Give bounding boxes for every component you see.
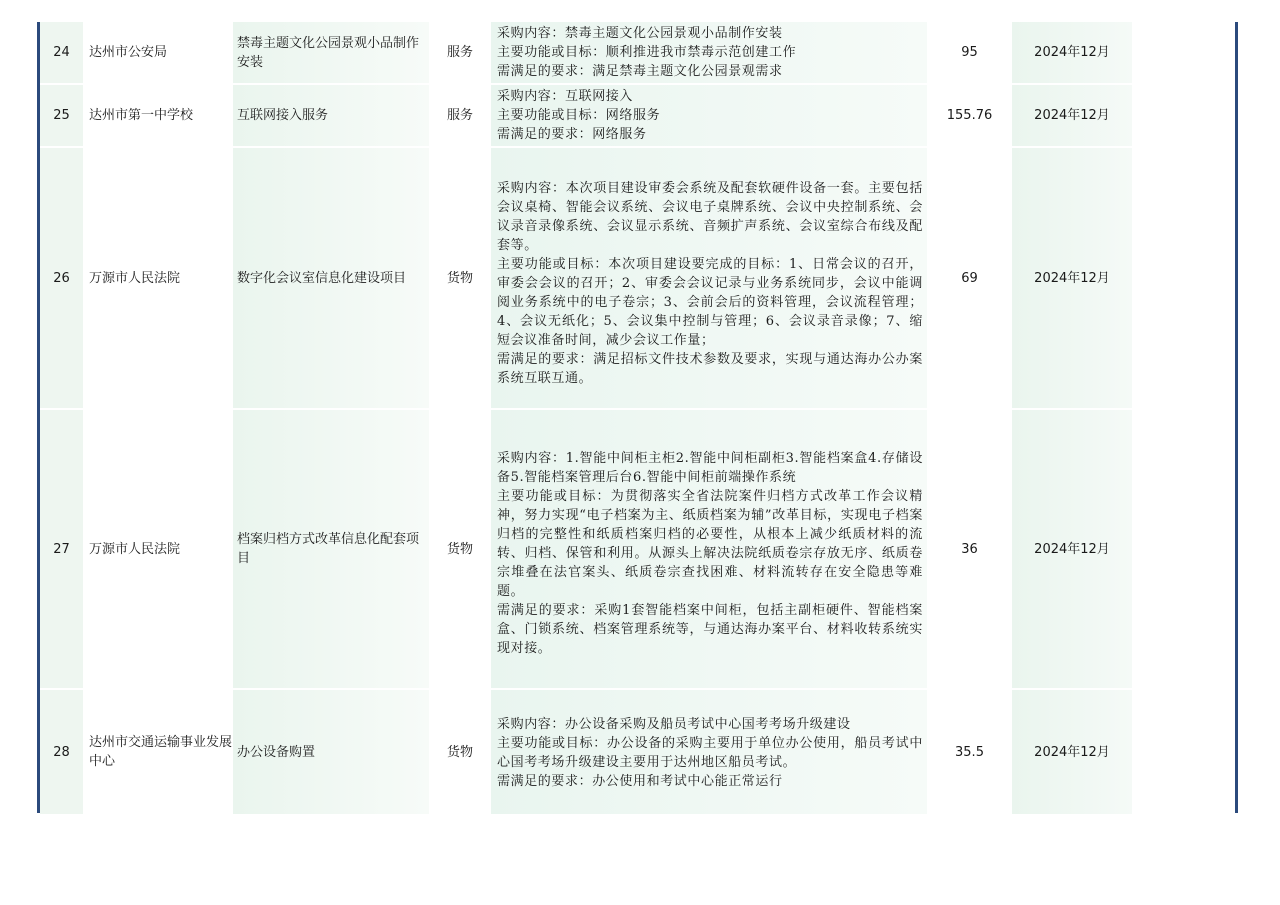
requirements-cell <box>491 689 927 814</box>
function-goal: 主要功能或目标：本次项目建设要完成的目标：1、日常会议的召开，审委会会议的召开；2、审委会会议记录与业务系统同步，会议中能调阅业务系统中的电子卷宗；3、会前会后的资料管理，会议流程管理；4、会议无纸化；5、会议集中控制与管理；6、会议录音录像；7、缩短会议准备时间，减少会议工作量； <box>497 256 923 348</box>
function-goal: 主要功能或目标：为贯彻落实全省法院案件归档方式改革工作会议精神，努力实现“电子档案为主、纸质档案为辅”改革目标，实现电子档案归档的完整性和纸质档案归档的必要性，从根本上减少纸质材料的流转、归档、保管和利用。从源头上解决法院纸质卷宗存放无序、纸质卷宗堆叠在法官案头、纸质卷宗查找困难、材料流转存在安全隐患等难题。 <box>497 488 923 599</box>
table-row <box>40 409 1235 689</box>
project-name: 禁毒主题文化公园景观小品制作安装 <box>233 22 429 84</box>
procurement-type: 服务 <box>429 22 491 84</box>
table-row <box>40 22 1235 84</box>
procurement-content: 采购内容：本次项目建设审委会系统及配套软硬件设备一套。主要包括会议桌椅、智能会议系统、会议电子桌牌系统、会议中央控制系统、会议录音录像系统、会议显示系统、音频扩声系统、会议室综合布线及配套等。 <box>497 180 923 253</box>
purchasing-unit: 万源市人民法院 <box>83 147 233 409</box>
requirements: 需满足的要求：网络服务 <box>497 127 647 142</box>
table-row <box>40 147 1235 409</box>
planned-date: 2024年12月 <box>1012 689 1132 814</box>
procurement-content: 采购内容：互联网接入 <box>497 89 634 104</box>
function-goal: 主要功能或目标：网络服务 <box>497 108 661 123</box>
remarks-cell <box>1132 409 1235 689</box>
remarks-cell <box>1132 84 1235 147</box>
purchasing-unit: 达州市第一中学校 <box>83 84 233 147</box>
requirements-cell <box>491 409 927 689</box>
purchasing-unit: 万源市人民法院 <box>83 409 233 689</box>
procurement-content: 采购内容：禁毒主题文化公园景观小品制作安装 <box>497 26 783 41</box>
row-index: 26 <box>40 147 83 409</box>
planned-date: 2024年12月 <box>1012 22 1132 84</box>
remarks-cell <box>1132 147 1235 409</box>
procurement-type: 服务 <box>429 84 491 147</box>
remarks-cell <box>1132 22 1235 84</box>
budget-amount: 95 <box>927 22 1012 84</box>
project-name: 互联网接入服务 <box>233 84 429 147</box>
budget-amount: 155.76 <box>927 84 1012 147</box>
table-row <box>40 689 1235 814</box>
procurement-type: 货物 <box>429 689 491 814</box>
project-name: 档案归档方式改革信息化配套项目 <box>233 409 429 689</box>
row-index: 27 <box>40 409 83 689</box>
requirements-cell <box>491 22 927 84</box>
right-border-rule <box>1235 22 1238 813</box>
procurement-content: 采购内容：1.智能中间柜主柜2.智能中间柜副柜3.智能档案盒4.存储设备5.智能档案管理后台6.智能中间柜前端操作系统 <box>497 450 923 485</box>
procurement-type: 货物 <box>429 409 491 689</box>
requirements-cell <box>491 147 927 409</box>
table-row <box>40 84 1235 147</box>
planned-date: 2024年12月 <box>1012 409 1132 689</box>
requirements: 需满足的要求：满足禁毒主题文化公园景观需求 <box>497 64 783 79</box>
function-goal: 主要功能或目标：顺利推进我市禁毒示范创建工作 <box>497 45 797 60</box>
budget-amount: 35.5 <box>927 689 1012 814</box>
planned-date: 2024年12月 <box>1012 84 1132 147</box>
procurement-table <box>40 22 1235 814</box>
requirements-cell <box>491 84 927 147</box>
procurement-type: 货物 <box>429 147 491 409</box>
requirements: 需满足的要求：办公使用和考试中心能正常运行 <box>497 774 783 789</box>
row-index: 24 <box>40 22 83 84</box>
purchasing-unit: 达州市公安局 <box>83 22 233 84</box>
purchasing-unit: 达州市交通运输事业发展中心 <box>83 689 233 814</box>
planned-date: 2024年12月 <box>1012 147 1132 409</box>
procurement-content: 采购内容：办公设备采购及船员考试中心国考考场升级建设 <box>497 717 851 732</box>
project-name: 数字化会议室信息化建设项目 <box>233 147 429 409</box>
budget-amount: 69 <box>927 147 1012 409</box>
requirements: 需满足的要求：采购1套智能档案中间柜，包括主副柜硬件、智能档案盒、门锁系统、档案管理系统等，与通达海办案平台、材料收转系统实现对接。 <box>497 602 923 656</box>
row-index: 28 <box>40 689 83 814</box>
row-index: 25 <box>40 84 83 147</box>
requirements: 需满足的要求：满足招标文件技术参数及要求，实现与通达海办公办案系统互联互通。 <box>497 351 923 386</box>
remarks-cell <box>1132 689 1235 814</box>
function-goal: 主要功能或目标：办公设备的采购主要用于单位办公使用，船员考试中心国考考场升级建设主要用于达州地区船员考试。 <box>497 736 923 770</box>
budget-amount: 36 <box>927 409 1012 689</box>
project-name: 办公设备购置 <box>233 689 429 814</box>
